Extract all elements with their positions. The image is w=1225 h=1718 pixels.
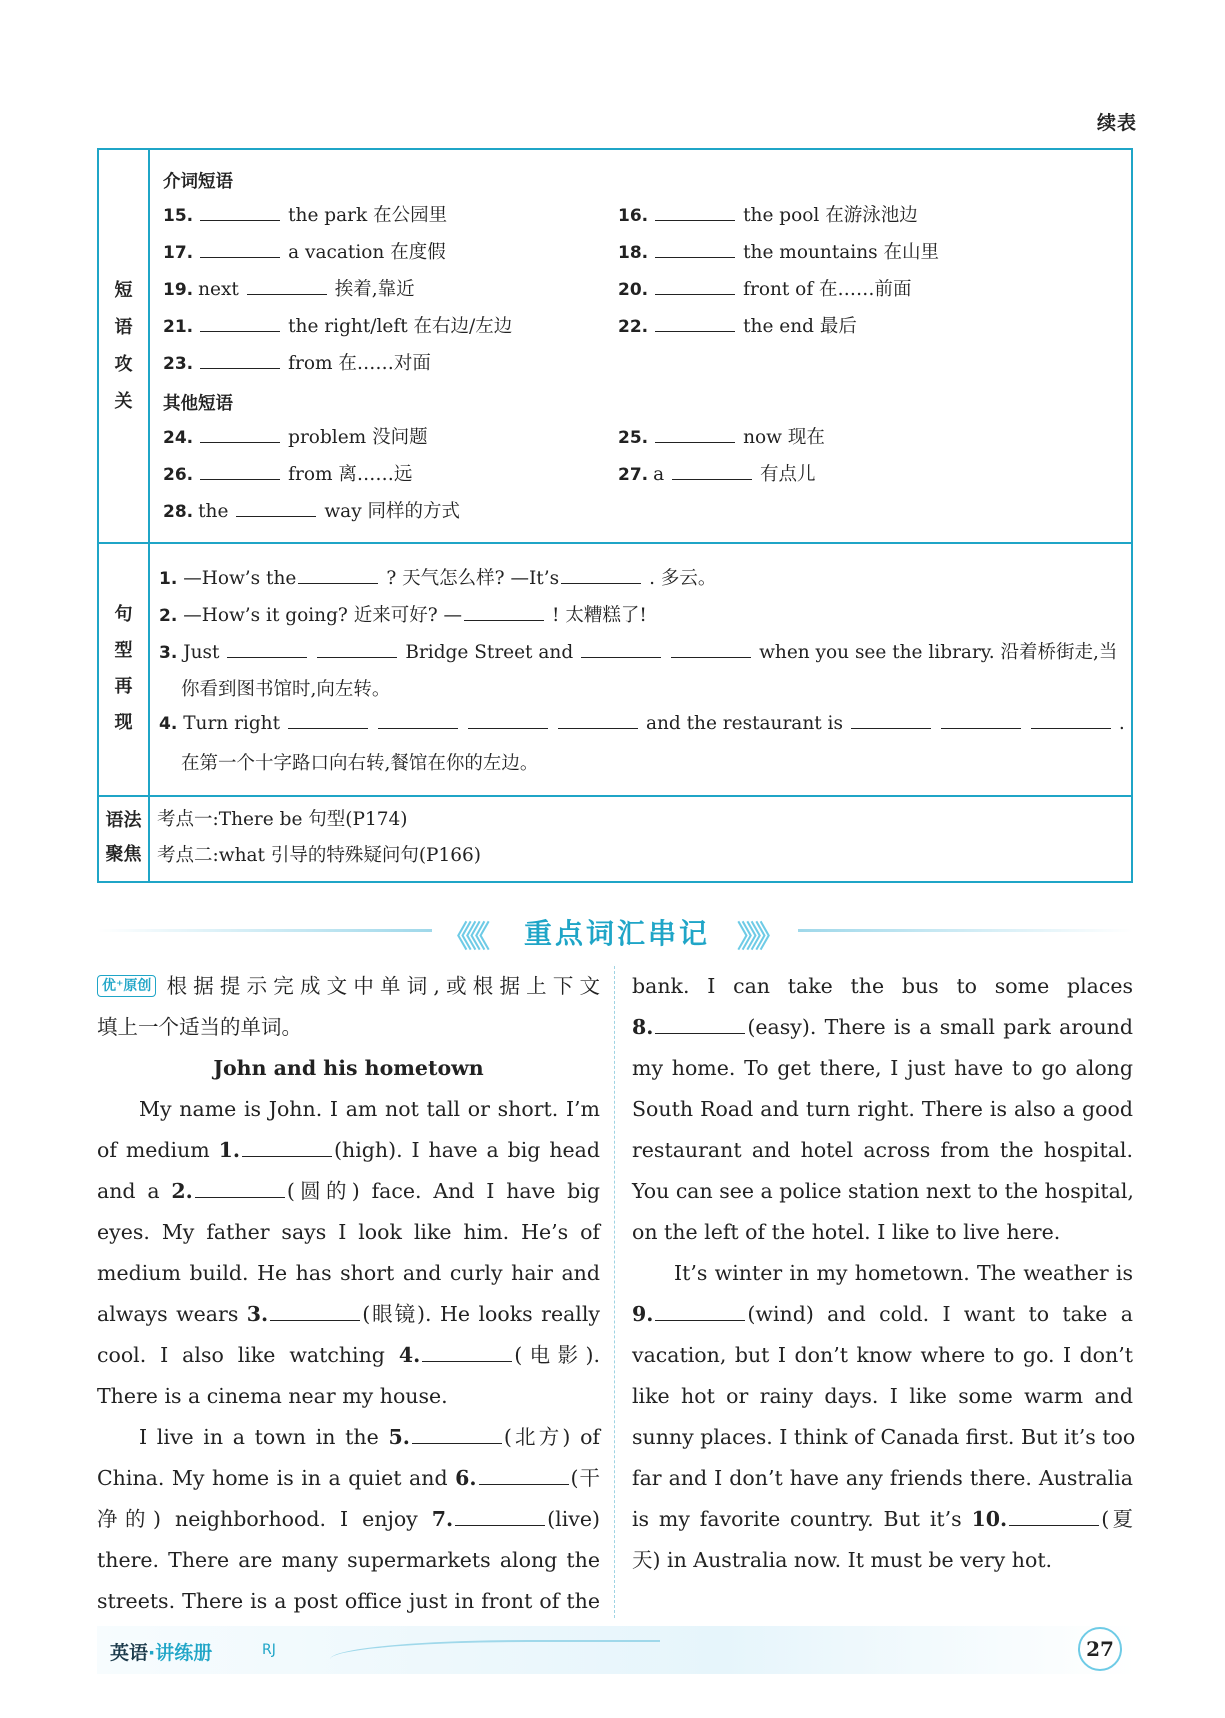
phrase-item-22: 22. the end 最后 xyxy=(618,316,857,337)
blank-number: 1. xyxy=(218,1138,241,1162)
answer-blank[interactable] xyxy=(655,1302,745,1321)
answer-blank[interactable] xyxy=(1009,1507,1099,1526)
passage-line: bank. I can take the bus to some places xyxy=(632,974,1133,998)
sentence-4: 4. Turn right and the restaurant is . xyxy=(159,713,1125,734)
answer-blank[interactable] xyxy=(671,641,751,658)
section-title: 重点词汇串记 xyxy=(523,917,710,950)
blank-number: 9. xyxy=(632,1302,654,1326)
footer-book-title: 英语·讲练册 xyxy=(110,1642,213,1664)
answer-blank[interactable] xyxy=(941,712,1021,729)
passage-line: China. My home is in a quiet and 6. (干 xyxy=(97,1466,601,1490)
sentence-3: 3. Just Bridge Street and when you see the library. 沿着桥街走,当 xyxy=(159,642,1118,663)
phrase-item-24: 24. problem 没问题 xyxy=(163,427,428,448)
phrase-item-19: 19. next 挨着,靠近 xyxy=(163,279,415,300)
phrase-item-28: 28. the way 同样的方式 xyxy=(163,501,461,522)
blank-number: 8. xyxy=(632,1015,654,1039)
phrase-item-18: 18. the mountains 在山里 xyxy=(618,242,939,263)
sentence-3-translation: 你看到图书馆时,向左转。 xyxy=(181,679,391,700)
answer-blank[interactable] xyxy=(672,463,752,480)
passage-line: 净的) neighborhood. I enjoy 7. (live) xyxy=(97,1507,600,1531)
prep-phrases-heading: 介词短语 xyxy=(163,172,233,192)
answer-blank[interactable] xyxy=(655,315,735,332)
passage-line: my home. To get there, I just have to go along xyxy=(632,1056,1133,1080)
sentence-4-translation: 在第一个十字路口向右转,餐馆在你的左边。 xyxy=(181,753,539,774)
summary-table xyxy=(97,148,1133,883)
phrase-item-20: 20. front of 在……前面 xyxy=(618,279,912,300)
column-divider xyxy=(614,966,615,1618)
passage-line: streets. There is a post office just in front of the xyxy=(97,1589,600,1613)
answer-blank[interactable] xyxy=(655,278,735,295)
answer-blank[interactable] xyxy=(851,712,931,729)
page-number: 27 xyxy=(1078,1627,1122,1671)
passage-line: It’s winter in my hometown. The weather is xyxy=(674,1261,1133,1285)
passage-line: medium build. He has short and curly hair and xyxy=(97,1261,600,1285)
answer-blank[interactable] xyxy=(455,1507,545,1526)
passage-line: 天) in Australia now. It must be very hot. xyxy=(632,1548,1053,1572)
passage-left-column xyxy=(97,966,600,1622)
sentence-2: 2. —How’s it going? 近来可好? — ! 太糟糕了! xyxy=(159,605,647,626)
answer-blank[interactable] xyxy=(200,315,280,332)
blank-number: 7. xyxy=(431,1507,454,1531)
story-title: John and his hometown xyxy=(213,1056,484,1080)
answer-blank[interactable] xyxy=(422,1343,512,1362)
phrases-row xyxy=(99,150,1131,544)
answer-blank[interactable] xyxy=(200,352,280,369)
passage-line: like hot or rainy days. I like some warm and xyxy=(632,1384,1133,1408)
passage-line: vacation, but I don’t know where to go. I don’t xyxy=(632,1343,1133,1367)
phrase-item-27: 27. a 有点儿 xyxy=(618,464,816,485)
answer-blank[interactable] xyxy=(558,712,638,729)
grammar-point-1[interactable]: 考点一:There be 句型(P174) xyxy=(157,809,408,830)
answer-blank[interactable] xyxy=(227,641,307,658)
answer-blank[interactable] xyxy=(200,463,280,480)
phrase-item-25: 25. now 现在 xyxy=(618,427,825,448)
phrase-item-26: 26. from 离……远 xyxy=(163,464,413,485)
other-phrases-heading: 其他短语 xyxy=(163,394,233,414)
blank-number: 4. xyxy=(398,1343,421,1367)
phrase-item-17: 17. a vacation 在度假 xyxy=(163,242,446,263)
answer-blank[interactable] xyxy=(464,604,544,621)
right-passage-lines xyxy=(632,966,1136,1581)
answer-blank[interactable] xyxy=(412,1425,502,1444)
continued-label: 续表 xyxy=(1096,112,1137,134)
grammar-row xyxy=(99,795,1131,881)
phrases-section-label: 短 语 攻 关 xyxy=(99,150,150,542)
passage-line: South Road and turn right. There is also a good xyxy=(632,1097,1133,1121)
blank-number: 5. xyxy=(388,1425,410,1449)
passage-line: cool. I also like watching 4. (电影). xyxy=(97,1343,600,1367)
phrase-item-21: 21. the right/left 在右边/左边 xyxy=(163,316,513,337)
answer-blank[interactable] xyxy=(655,204,735,221)
answer-blank[interactable] xyxy=(655,241,735,258)
answer-blank[interactable] xyxy=(195,1179,285,1198)
right-chevrons-icon: 》》》 xyxy=(737,920,779,955)
answer-blank[interactable] xyxy=(200,204,280,221)
sentences-row xyxy=(99,542,1131,797)
answer-blank[interactable] xyxy=(200,426,280,443)
instruction-text: 根据提示完成文中单词,或根据上下文 xyxy=(160,974,600,998)
blank-number: 2. xyxy=(171,1179,193,1203)
passage-line: restaurant and hotel across from the hospital. xyxy=(632,1138,1133,1162)
answer-blank[interactable] xyxy=(242,1138,332,1157)
grammar-section-label: 语法 聚焦 xyxy=(99,795,150,881)
sentences-section-label: 句 型 再 现 xyxy=(99,542,150,795)
answer-blank[interactable] xyxy=(479,1466,569,1485)
passage-line: You can see a police station next to the hospital, xyxy=(632,1179,1134,1203)
passage-line: 8. (easy). There is a small park around xyxy=(632,1015,1133,1039)
passage-line: sunny places. I think of Canada first. But it’s too xyxy=(632,1425,1136,1449)
passage-line: always wears 3. (眼镜). He looks really xyxy=(97,1302,600,1326)
section-heading xyxy=(97,908,1133,955)
passage-line: 9. (wind) and cold. I want to take a xyxy=(632,1302,1133,1326)
answer-blank[interactable] xyxy=(236,500,316,517)
answer-blank[interactable] xyxy=(270,1302,360,1321)
answer-blank[interactable] xyxy=(298,567,378,584)
answer-blank[interactable] xyxy=(1031,712,1111,729)
passage-line: eyes. My father says I look like him. He’s of xyxy=(97,1220,600,1244)
phrase-item-15: 15. the park 在公园里 xyxy=(163,205,448,226)
answer-blank[interactable] xyxy=(581,641,661,658)
blank-number: 3. xyxy=(246,1302,269,1326)
answer-blank[interactable] xyxy=(288,712,368,729)
passage-line: far and I don’t have any friends there. Australia xyxy=(632,1466,1133,1490)
answer-blank[interactable] xyxy=(655,426,735,443)
phrase-item-23: 23. from 在……对面 xyxy=(163,353,431,374)
answer-blank[interactable] xyxy=(247,278,327,295)
answer-blank[interactable] xyxy=(655,1015,745,1034)
footer-edition: RJ xyxy=(262,1642,276,1658)
passage-line: there. There are many supermarkets along the xyxy=(97,1548,600,1572)
sentence-1: 1. —How’s the ? 天气怎么样? —It’s . 多云。 xyxy=(159,568,717,589)
passage-line: of medium 1. (high). I have a big head xyxy=(97,1138,600,1162)
decorative-line xyxy=(97,929,432,932)
decorative-line xyxy=(798,929,1133,932)
passage-line: and a 2. (圆的) face. And I have big xyxy=(97,1179,600,1203)
left-chevrons-icon: 《《《 xyxy=(442,920,484,955)
phrase-item-16: 16. the pool 在游泳池边 xyxy=(618,205,918,226)
passage-right-column xyxy=(632,966,1136,1581)
blank-number: 10. xyxy=(971,1507,1008,1531)
left-passage-lines xyxy=(97,1089,600,1622)
answer-blank[interactable] xyxy=(200,241,280,258)
passage-line: is my favorite country. But it’s 10. (夏 xyxy=(632,1507,1133,1531)
blank-number: 6. xyxy=(455,1466,477,1490)
grammar-point-2[interactable]: 考点二:what 引导的特殊疑问句(P166) xyxy=(157,845,482,866)
passage-line: My name is John. I am not tall or short. I’m xyxy=(139,1097,600,1121)
passage-line: I live in a town in the 5. (北方) of xyxy=(139,1425,600,1449)
answer-blank[interactable] xyxy=(378,712,458,729)
instruction-text-2: 填上一个适当的单词。 xyxy=(97,1015,302,1039)
passage-line: on the left of the hotel. I like to live here. xyxy=(632,1220,1061,1244)
answer-blank[interactable] xyxy=(468,712,548,729)
answer-blank[interactable] xyxy=(561,567,641,584)
original-badge: 优⁺原创 xyxy=(97,975,156,997)
passage-line: There is a cinema near my house. xyxy=(97,1384,448,1408)
answer-blank[interactable] xyxy=(317,641,397,658)
